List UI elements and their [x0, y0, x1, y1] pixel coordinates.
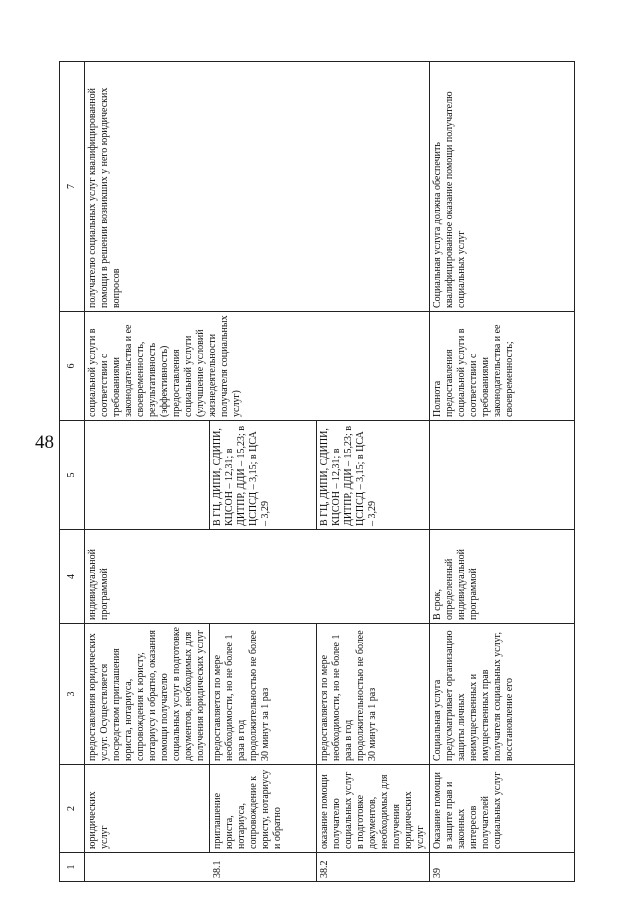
cont-cell-1 — [85, 853, 210, 882]
header-cell-5: 5 — [60, 421, 85, 530]
row-38-2-tariff: В ГЦ, ДИПИ, СДИПИ, КЦСОН – 12,31; в ДИТПР, ДДИ – 15,23; в ЦСПСД – 3,15; в ЦСА – 3,29 — [317, 421, 430, 530]
page-number: 48 — [35, 432, 54, 453]
cont-cell-4: индивидуальной программой — [85, 530, 430, 624]
header-cell-6: 6 — [60, 312, 85, 421]
cont-cell-2: юридических услуг — [85, 765, 210, 853]
row-39-number: 39 — [430, 853, 575, 882]
table-row-continuation — [85, 62, 210, 882]
header-cell-1: 1 — [60, 853, 85, 882]
cont-cell-3: предоставления юридических услуг. Осуществляется посредством приглашения юриста, нотариуса, сопровождения к юристу, нотариусу и обратно, оказания помощи получателю социальных услуг в подготовке документов, необходимых для получения юридических услуг — [85, 624, 210, 765]
header-cell-3: 3 — [60, 624, 85, 765]
cont-cell-6: социальной услуги в соответствии с требованиями законодательства и ее своевременность, результативность (эффективность) предоставления социальной услуги (улучшение условий жизнедеятельности получателя социальных услуг) — [85, 312, 430, 421]
row-38-1-number: 38.1 — [210, 853, 317, 882]
cont-cell-7: получателю социальных услуг квалифицированной помощи в решении возникших у него юридических вопросов — [85, 62, 430, 312]
header-cell-7: 7 — [60, 62, 85, 312]
header-cell-4: 4 — [60, 530, 85, 624]
table-row-39 — [430, 62, 575, 882]
row-38-1-name: приглашение юриста, нотариуса, сопровождение к юристу, нотариусу и обратно — [210, 765, 317, 853]
services-table — [59, 61, 575, 882]
row-38-1-description: предоставляется по мере необходимости, но не более 1 раза в год продолжительностью не более 30 минут за 1 раз — [210, 624, 317, 765]
row-39-name: Оказание помощи в защите прав и законных интересов получателей социальных услуг — [430, 765, 575, 853]
row-39-term: В срок, определенный индивидуальной программой — [430, 530, 575, 624]
row-39-quality: Полнота предоставления социальной услуги в соответствии с требованиями законодательства и ее своевременность; — [430, 312, 575, 421]
row-38-2-description: предоставляется по мере необходимости, но не более 1 раза в год продолжительностью не более 30 минут за 1 раз — [317, 624, 430, 765]
row-39-description: Социальная услуга предусматривает организацию защиты личных неимущественных и имущественных прав получателя социальных услуг, восстановление его — [430, 624, 575, 765]
row-38-2-number: 38.2 — [317, 853, 430, 882]
row-38-2-name: оказание помощи получателю социальных услуг в подготовке документов, необходимых для получения юридических услуг — [317, 765, 430, 853]
row-39-result: Социальная услуга должна обеспечить квалифицированное оказание помощи получателю социальных услуг — [430, 62, 575, 312]
cont-cell-5 — [85, 421, 210, 530]
header-cell-2: 2 — [60, 765, 85, 853]
header-row — [60, 62, 85, 882]
row-38-1-tariff: В ГЦ, ДИПИ, СДИПИ, КЦСОН – 12,31; в ДИТПР, ДДИ – 15,23; в ЦСПСД – 3,15; в ЦСА – 3,29 — [210, 421, 317, 530]
row-39-tariff — [430, 421, 575, 530]
document-table-area — [59, 62, 566, 882]
